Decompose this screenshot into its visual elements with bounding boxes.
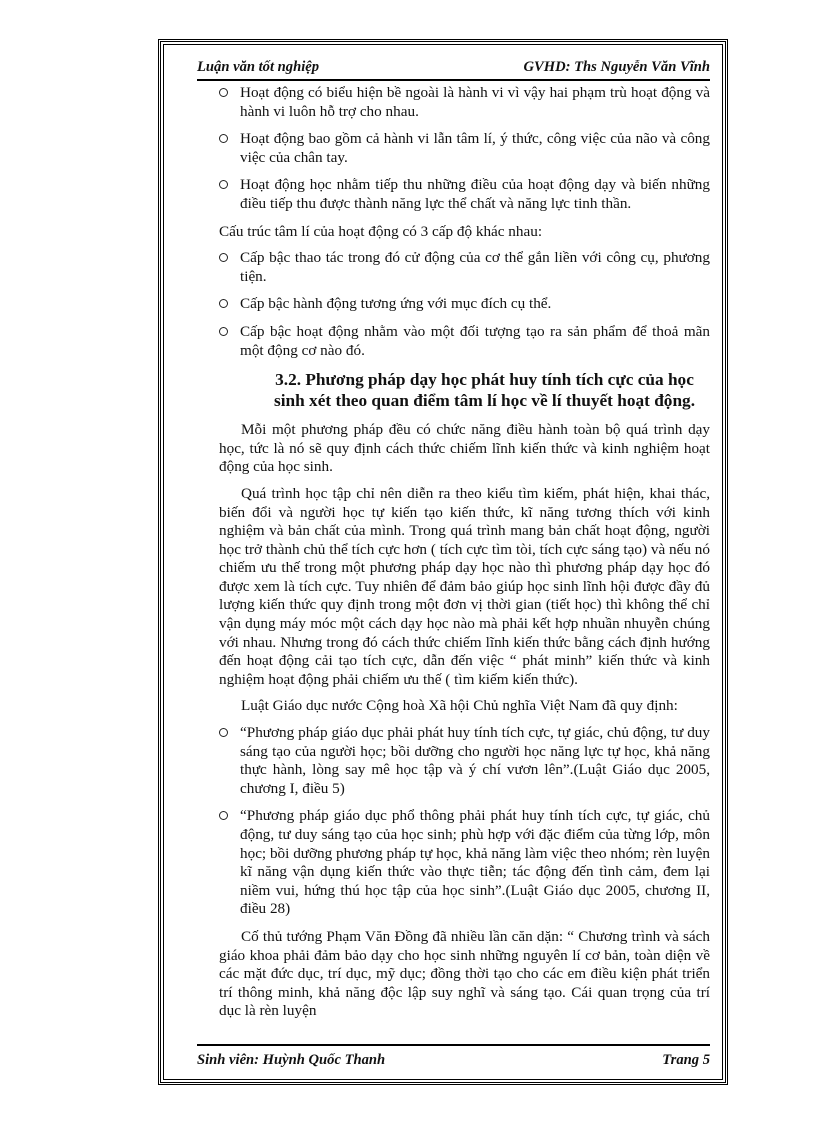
page-body	[219, 84, 710, 1029]
bullet-circle-icon	[219, 253, 228, 262]
page-number: Trang 5	[662, 1052, 710, 1068]
paragraph-structure: Cấu trúc tâm lí của hoạt động có 3 cấp độ khác nhau:	[219, 222, 543, 240]
page-header	[197, 57, 710, 81]
list-item: Hoạt động bao gồm cả hành vi lẫn tâm lí, ý thức, công việc của não và công việc của chân tay.	[219, 130, 710, 167]
section-heading: 3.2. Phương pháp dạy học phát huy tính tích cực của học sinh xét theo quan điểm tâm lí học về lí thuyết hoạt động.	[273, 370, 696, 411]
bullet-circle-icon	[219, 811, 228, 820]
bullet-circle-icon	[219, 180, 228, 189]
paragraph: Cố thủ tướng Phạm Văn Đồng đã nhiều lần căn dặn: “ Chương trình và sách giáo khoa phải đảm bảo dạy cho học sinh những nguyên lí cơ bản, toàn diện về các mặt đức dục, trí dục, mỹ dục; đồng thời tạo cho các em điều kiện phát triển trí thông minh, khả năng độc lập suy nghĩ và sáng tạo. Cái quan trọng của trí dục là rèn luyện	[219, 927, 710, 1020]
page-footer	[197, 1044, 710, 1070]
list-item: “Phương pháp giáo dục phổ thông phải phát huy tính tích cực, tự giác, chủ động, tư duy sáng tạo của học sinh; phù hợp với đặc điểm của từng lớp, môn học; bồi dưỡng phương pháp tự học, khả năng làm việc theo nhóm; rèn luyện kĩ năng vận dụng kiến thức vào thực tiễn; tác động đến tình cảm, đem lại niềm vui, hứng thú học tập của học sinh”.(Luật Giáo dục 2005, chương II, điều 28)	[219, 807, 710, 919]
header-thesis-title: Luận văn tốt nghiệp	[197, 59, 320, 75]
list-item: Cấp bậc thao tác trong đó cử động của cơ thể gắn liền với công cụ, phương tiện.	[219, 249, 710, 286]
bullet-circle-icon	[219, 728, 228, 737]
list-item: Cấp bậc hành động tương ứng với mục đích cụ thể.	[219, 295, 710, 314]
bullet-circle-icon	[219, 134, 228, 143]
header-advisor: GVHD: Ths Nguyễn Văn Vĩnh	[523, 59, 710, 75]
list-item: Hoạt động có biểu hiện bề ngoài là hành vi vì vậy hai phạm trù hoạt động và hành vi luôn hỗ trợ cho nhau.	[219, 84, 710, 121]
paragraph: Luật Giáo dục nước Cộng hoà Xã hội Chủ nghĩa Việt Nam đã quy định:	[241, 697, 678, 715]
list-item: “Phương pháp giáo dục phải phát huy tính tích cực, tự giác, chủ động, tư duy sáng tạo của người học; bồi dưỡng cho người học năng lực tự học, khả năng thực hành, lòng say mê học tập và ý chí vươn lên”.(Luật Giáo dục 2005, chương I, điều 5)	[219, 724, 710, 798]
bullet-circle-icon	[219, 88, 228, 97]
paragraph: Quá trình học tập chỉ nên diễn ra theo kiểu tìm kiếm, phát hiện, khai thác, biến đổi và người học tự kiến tạo kiến thức, kĩ năng tương thích với kinh nghiệm và bản chất của mình. Trong quá trình mang bản chất hoạt động, người học trở thành chủ thể tích cực hơn ( tích cực tìm tòi, tích cực sáng tạo) và nếu nó chiếm ưu thế trong một phương pháp dạy học nào thì phương pháp dạy học đó được xem là tích cực. Tuy nhiên để đảm bảo giúp học sinh lĩnh hội được đầy đủ lượng kiến thức quy định trong một đơn vị thời gian (tiết học) thì không thể chỉ vận dụng máy móc một cách dạy học nào mà phải kết hợp nhuần nhuyễn chúng với nhau. Nhưng trong đó cách thức chiếm lĩnh kiến thức bằng cách định hướng đến hoạt động cải tạo tích cực, dẫn đến việc “ phát minh” kiến thức và kinh nghiệm hoạt động phải chiếm ưu thế ( tìm kiếm kiến thức).	[219, 484, 710, 688]
bullet-circle-icon	[219, 299, 228, 308]
list-item: Cấp bậc hoạt động nhằm vào một đối tượng tạo ra sản phẩm để thoả mãn một động cơ nào đó.	[219, 323, 710, 360]
footer-student: Sinh viên: Huỳnh Quốc Thanh	[197, 1052, 386, 1068]
bullet-circle-icon	[219, 327, 228, 336]
list-item: Hoạt động học nhằm tiếp thu những điều của hoạt động dạy và biến những điều tiếp thu được thành năng lực thể chất và năng lực tinh thần.	[219, 176, 710, 213]
paragraph: Mỗi một phương pháp đều có chức năng điều hành toàn bộ quá trình dạy học, tức là nó sẽ quy định cách thức chiếm lĩnh kiến thức và kinh nghiệm hoạt động của học sinh.	[219, 421, 710, 476]
